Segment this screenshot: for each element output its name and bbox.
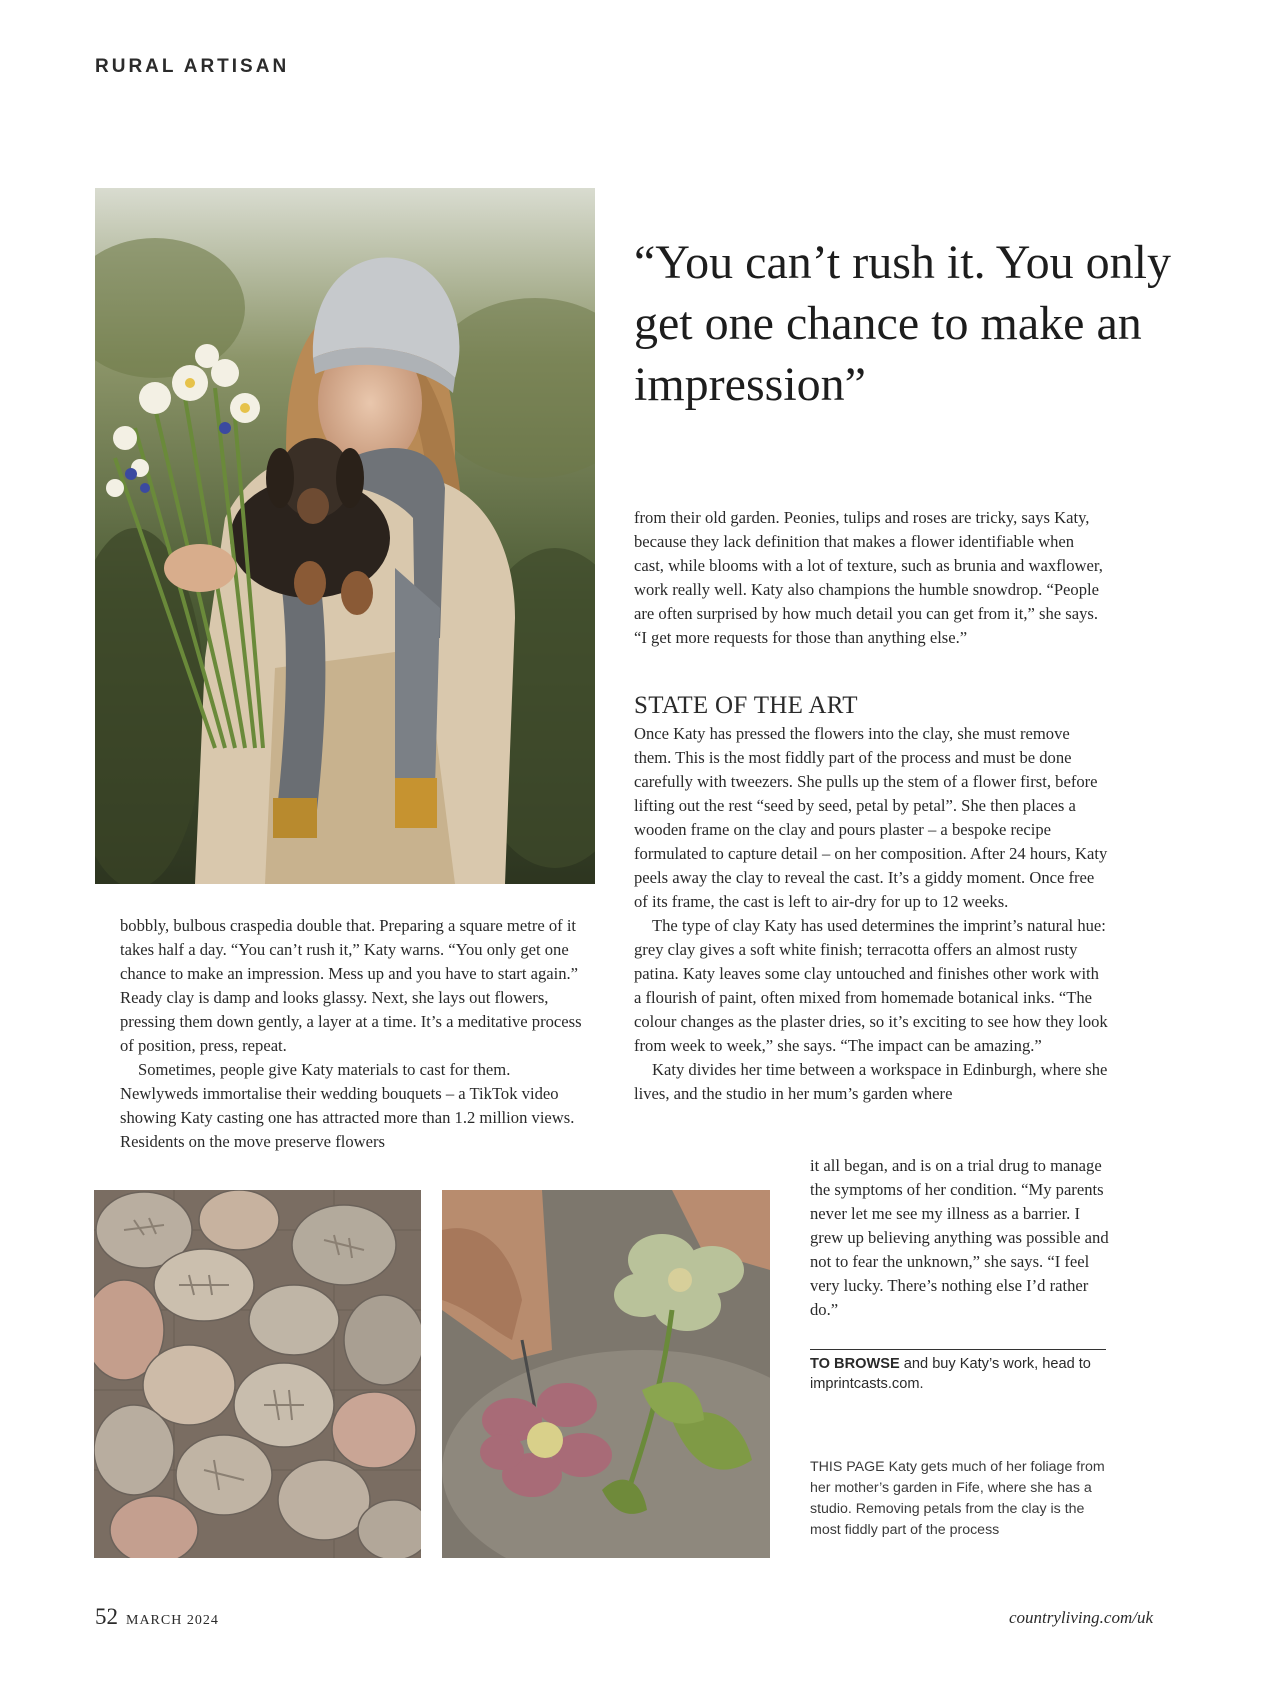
hero-photo xyxy=(95,188,595,884)
article-column-right-end xyxy=(810,1154,1110,1322)
website: countryliving.com/uk xyxy=(1009,1608,1153,1627)
browse-note xyxy=(810,1354,1110,1394)
paragraph: from their old garden. Peonies, tulips and roses are tricky, says Katy, because they lack definition that makes a flower identifiable when cast, while blooms with a lot of texture, such as brunia and waxflower, work really well. Katy also champions the humble snowdrop. “People are often surprised by how much detail you can get from it,” she says. “I get more requests for those than anything else.” xyxy=(634,508,1103,647)
caption-text: Katy gets much of her foliage from her mother’s garden in Fife, where she has a studio. Removing petals from the clay is the most fiddly part of the process xyxy=(810,1459,1105,1538)
folio xyxy=(95,1604,219,1630)
issue-date: MARCH 2024 xyxy=(126,1613,219,1628)
tweezers-flower-photo xyxy=(442,1190,770,1558)
photo-caption xyxy=(810,1457,1110,1541)
section-tag: RURAL ARTISAN xyxy=(95,56,290,77)
plaster-casts-photo xyxy=(94,1190,421,1558)
article-column-left xyxy=(120,914,590,1154)
pull-quote: “You can’t rush it. You only get one chance to make an impression” xyxy=(634,236,1171,411)
subhead: STATE OF THE ART xyxy=(634,692,858,719)
article-column-right-top xyxy=(634,506,1104,650)
paragraph: Katy divides her time between a workspace in Edinburgh, where she lives, and the studio in her mum’s garden where xyxy=(634,1060,1108,1103)
paragraph: Once Katy has pressed the flowers into the clay, she must remove them. This is the most fiddly part of the process and must be done carefully with tweezers. She pulls up the stem of a flower first, before lifting out the rest “seed by seed, petal by petal”. She then places a wooden frame on the clay and pours plaster – a bespoke recipe formulated to capture detail – on her composition. After 24 hours, Katy peels away the clay to reveal the cast. It’s a giddy moment. Once free of its frame, the cast is left to air-dry for up to 12 weeks. xyxy=(634,724,1108,911)
paragraph: The type of clay Katy has used determines the imprint’s natural hue: grey clay gives a soft white finish; terracotta offers an almost rusty patina. Katy leaves some clay untouched and finishes other work with a flourish of paint, often mixed from homemade botanical inks. “The colour changes as the plaster dries, so it’s exciting to see how they look from week to week,” she says. “The impact can be amazing.” xyxy=(634,916,1108,1055)
paragraph: bobbly, bulbous craspedia double that. Preparing a square metre of it takes half a day. “You can’t rush it,” Katy warns. “You only get one chance to make an impression. Mess up and you have to start again.” Ready clay is damp and looks glassy. Next, she lays out flowers, pressing them down gently, a layer at a time. It’s a meditative process of position, press, repeat. xyxy=(120,916,582,1055)
paragraph: Sometimes, people give Katy materials to cast for them. Newlyweds immortalise their wedding bouquets – a TikTok video showing Katy casting one has attracted more than 1.2 million views. Residents on the move preserve flowers xyxy=(120,1060,575,1151)
divider-rule xyxy=(810,1349,1106,1350)
browse-text: and buy Katy’s work, head to imprintcasts.com. xyxy=(810,1356,1091,1392)
browse-lead: TO BROWSE xyxy=(810,1356,900,1372)
caption-lead: THIS PAGE xyxy=(810,1459,885,1475)
paragraph: it all began, and is on a trial drug to manage the symptoms of her condition. “My parents never let me see my illness as a barrier. I grew up believing anything was possible and not to fear the unknown,” she says. “I feel very lucky. There’s nothing else I’d rather do.” xyxy=(810,1156,1109,1319)
article-column-right-main xyxy=(634,722,1110,1106)
page-number: 52 xyxy=(95,1604,118,1629)
